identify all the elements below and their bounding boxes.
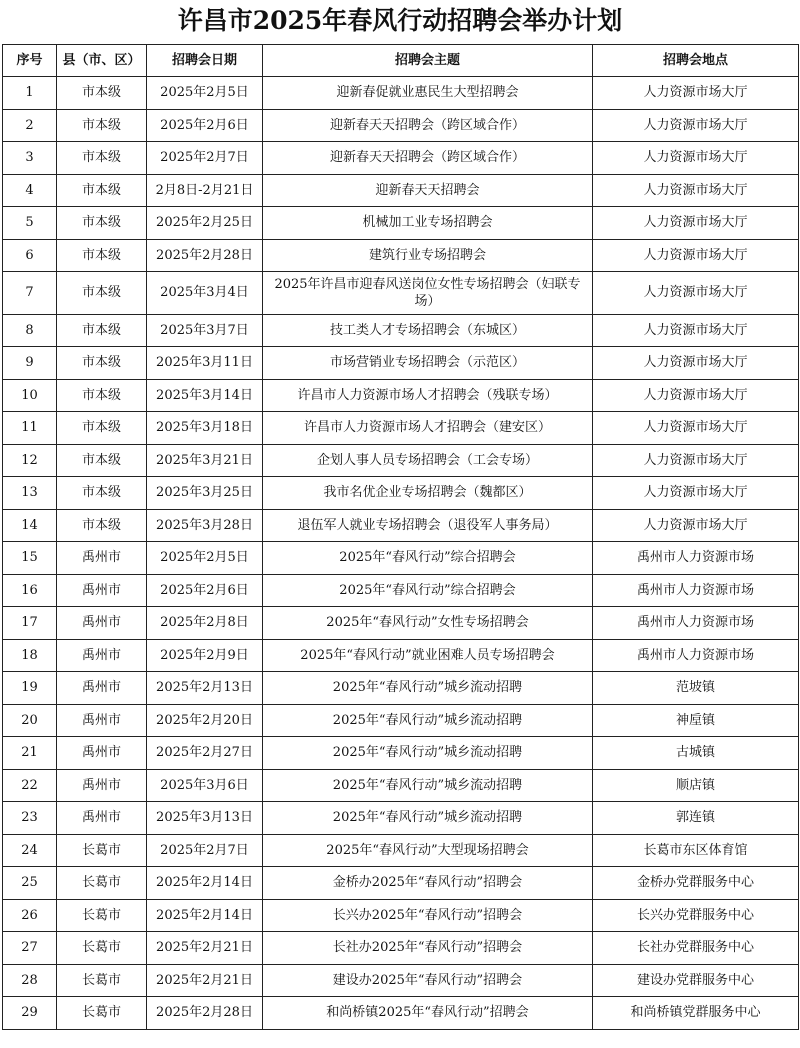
cell-date: 2025年2月20日	[147, 704, 263, 737]
cell-location: 人力资源市场大厅	[593, 509, 799, 542]
cell-date: 2025年2月28日	[147, 239, 263, 272]
table-row	[3, 639, 799, 672]
cell-theme: 和尚桥镇2025年“春风行动”招聘会	[263, 997, 593, 1030]
cell-location: 人力资源市场大厅	[593, 142, 799, 175]
cell-serial-no: 26	[3, 899, 57, 932]
cell-county: 市本级	[57, 174, 147, 207]
cell-theme: 建设办2025年“春风行动”招聘会	[263, 964, 593, 997]
cell-date: 2025年2月6日	[147, 574, 263, 607]
cell-date: 2025年2月25日	[147, 207, 263, 240]
cell-serial-no: 11	[3, 412, 57, 445]
cell-date: 2025年3月4日	[147, 272, 263, 315]
job-fair-plan-table	[2, 44, 799, 1030]
cell-serial-no: 19	[3, 672, 57, 705]
cell-theme: 2025年“春风行动”综合招聘会	[263, 574, 593, 607]
cell-serial-no: 8	[3, 314, 57, 347]
cell-date: 2025年2月21日	[147, 964, 263, 997]
cell-location: 金桥办党群服务中心	[593, 867, 799, 900]
cell-date: 2025年2月5日	[147, 542, 263, 575]
table-row	[3, 77, 799, 110]
cell-serial-no: 29	[3, 997, 57, 1030]
cell-date: 2025年2月8日	[147, 607, 263, 640]
cell-county: 禹州市	[57, 542, 147, 575]
cell-county: 长葛市	[57, 834, 147, 867]
cell-county: 市本级	[57, 477, 147, 510]
cell-location: 范坡镇	[593, 672, 799, 705]
cell-serial-no: 13	[3, 477, 57, 510]
cell-serial-no: 16	[3, 574, 57, 607]
cell-serial-no: 2	[3, 109, 57, 142]
cell-serial-no: 14	[3, 509, 57, 542]
cell-county: 市本级	[57, 412, 147, 445]
table-row	[3, 899, 799, 932]
cell-theme: 2025年“春风行动”城乡流动招聘	[263, 704, 593, 737]
cell-county: 长葛市	[57, 899, 147, 932]
cell-location: 人力资源市场大厅	[593, 444, 799, 477]
cell-theme: 机械加工业专场招聘会	[263, 207, 593, 240]
cell-date: 2025年3月21日	[147, 444, 263, 477]
cell-theme: 2025年“春风行动”城乡流动招聘	[263, 802, 593, 835]
cell-serial-no: 5	[3, 207, 57, 240]
cell-date: 2025年2月7日	[147, 142, 263, 175]
cell-date: 2025年3月14日	[147, 379, 263, 412]
cell-date: 2025年2月5日	[147, 77, 263, 110]
cell-theme: 退伍军人就业专场招聘会（退役军人事务局）	[263, 509, 593, 542]
cell-theme: 2025年许昌市迎春风送岗位女性专场招聘会（妇联专场）	[263, 272, 593, 315]
cell-county: 禹州市	[57, 704, 147, 737]
cell-county: 市本级	[57, 314, 147, 347]
cell-date: 2025年2月13日	[147, 672, 263, 705]
cell-serial-no: 18	[3, 639, 57, 672]
cell-location: 长社办党群服务中心	[593, 932, 799, 965]
cell-theme: 建筑行业专场招聘会	[263, 239, 593, 272]
cell-serial-no: 1	[3, 77, 57, 110]
cell-county: 禹州市	[57, 607, 147, 640]
table-row	[3, 802, 799, 835]
cell-location: 古城镇	[593, 737, 799, 770]
cell-location: 禹州市人力资源市场	[593, 574, 799, 607]
header-date: 招聘会日期	[147, 45, 263, 77]
cell-serial-no: 20	[3, 704, 57, 737]
cell-location: 长葛市东区体育馆	[593, 834, 799, 867]
cell-date: 2025年3月13日	[147, 802, 263, 835]
cell-theme: 2025年“春风行动”城乡流动招聘	[263, 672, 593, 705]
cell-location: 人力资源市场大厅	[593, 379, 799, 412]
cell-location: 人力资源市场大厅	[593, 272, 799, 315]
table-row	[3, 607, 799, 640]
cell-county: 市本级	[57, 272, 147, 315]
cell-date: 2025年2月7日	[147, 834, 263, 867]
cell-theme: 迎新春天天招聘会（跨区域合作）	[263, 142, 593, 175]
table-row	[3, 272, 799, 315]
table-body	[3, 77, 799, 1030]
table-row	[3, 704, 799, 737]
cell-theme: 技工类人才专场招聘会（东城区）	[263, 314, 593, 347]
cell-date: 2025年3月6日	[147, 769, 263, 802]
cell-date: 2025年2月21日	[147, 932, 263, 965]
cell-theme: 2025年“春风行动”大型现场招聘会	[263, 834, 593, 867]
cell-location: 人力资源市场大厅	[593, 412, 799, 445]
cell-theme: 2025年“春风行动”城乡流动招聘	[263, 737, 593, 770]
cell-location: 人力资源市场大厅	[593, 207, 799, 240]
header-county: 县（市、区）	[57, 45, 147, 77]
cell-county: 市本级	[57, 142, 147, 175]
cell-serial-no: 7	[3, 272, 57, 315]
cell-date: 2025年2月14日	[147, 867, 263, 900]
cell-location: 神垕镇	[593, 704, 799, 737]
cell-serial-no: 24	[3, 834, 57, 867]
cell-county: 市本级	[57, 379, 147, 412]
cell-date: 2025年3月11日	[147, 347, 263, 380]
cell-county: 禹州市	[57, 639, 147, 672]
cell-location: 人力资源市场大厅	[593, 77, 799, 110]
cell-theme: 许昌市人力资源市场人才招聘会（残联专场）	[263, 379, 593, 412]
cell-date: 2025年2月9日	[147, 639, 263, 672]
table-row	[3, 509, 799, 542]
table-row	[3, 672, 799, 705]
cell-theme: 迎新春促就业惠民生大型招聘会	[263, 77, 593, 110]
cell-serial-no: 22	[3, 769, 57, 802]
cell-location: 人力资源市场大厅	[593, 109, 799, 142]
cell-serial-no: 6	[3, 239, 57, 272]
cell-date: 2025年2月6日	[147, 109, 263, 142]
cell-location: 人力资源市场大厅	[593, 239, 799, 272]
cell-date: 2月8日-2月21日	[147, 174, 263, 207]
cell-county: 市本级	[57, 444, 147, 477]
cell-serial-no: 15	[3, 542, 57, 575]
cell-serial-no: 21	[3, 737, 57, 770]
cell-serial-no: 23	[3, 802, 57, 835]
cell-serial-no: 3	[3, 142, 57, 175]
table-row	[3, 314, 799, 347]
cell-county: 长葛市	[57, 867, 147, 900]
cell-location: 禹州市人力资源市场	[593, 607, 799, 640]
cell-date: 2025年3月18日	[147, 412, 263, 445]
header-location: 招聘会地点	[593, 45, 799, 77]
cell-county: 市本级	[57, 109, 147, 142]
cell-theme: 长社办2025年“春风行动”招聘会	[263, 932, 593, 965]
cell-serial-no: 25	[3, 867, 57, 900]
header-theme: 招聘会主题	[263, 45, 593, 77]
header-serial-no: 序号	[3, 45, 57, 77]
table-row	[3, 239, 799, 272]
cell-county: 市本级	[57, 77, 147, 110]
cell-date: 2025年2月14日	[147, 899, 263, 932]
cell-serial-no: 27	[3, 932, 57, 965]
table-row	[3, 964, 799, 997]
cell-location: 人力资源市场大厅	[593, 174, 799, 207]
cell-theme: 迎新春天天招聘会（跨区域合作）	[263, 109, 593, 142]
cell-location: 建设办党群服务中心	[593, 964, 799, 997]
table-row	[3, 142, 799, 175]
cell-date: 2025年3月25日	[147, 477, 263, 510]
cell-location: 人力资源市场大厅	[593, 314, 799, 347]
cell-location: 顺店镇	[593, 769, 799, 802]
cell-serial-no: 4	[3, 174, 57, 207]
cell-county: 禹州市	[57, 737, 147, 770]
cell-theme: 2025年“春风行动”城乡流动招聘	[263, 769, 593, 802]
cell-theme: 长兴办2025年“春风行动”招聘会	[263, 899, 593, 932]
cell-theme: 迎新春天天招聘会	[263, 174, 593, 207]
table-header-row	[3, 45, 799, 77]
table-row	[3, 997, 799, 1030]
cell-theme: 金桥办2025年“春风行动”招聘会	[263, 867, 593, 900]
table-row	[3, 444, 799, 477]
cell-county: 市本级	[57, 347, 147, 380]
table-row	[3, 574, 799, 607]
cell-serial-no: 17	[3, 607, 57, 640]
cell-date: 2025年3月7日	[147, 314, 263, 347]
cell-serial-no: 12	[3, 444, 57, 477]
cell-county: 长葛市	[57, 932, 147, 965]
table-row	[3, 109, 799, 142]
cell-theme: 企划人事人员专场招聘会（工会专场）	[263, 444, 593, 477]
cell-date: 2025年2月28日	[147, 997, 263, 1030]
table-row	[3, 769, 799, 802]
cell-county: 禹州市	[57, 802, 147, 835]
cell-county: 长葛市	[57, 964, 147, 997]
table-row	[3, 412, 799, 445]
cell-county: 禹州市	[57, 672, 147, 705]
cell-theme: 2025年“春风行动”综合招聘会	[263, 542, 593, 575]
cell-location: 人力资源市场大厅	[593, 347, 799, 380]
cell-location: 禹州市人力资源市场	[593, 542, 799, 575]
cell-serial-no: 28	[3, 964, 57, 997]
cell-serial-no: 10	[3, 379, 57, 412]
table-row	[3, 174, 799, 207]
cell-theme: 2025年“春风行动”女性专场招聘会	[263, 607, 593, 640]
table-row	[3, 542, 799, 575]
table-row	[3, 347, 799, 380]
cell-location: 和尚桥镇党群服务中心	[593, 997, 799, 1030]
table-row	[3, 932, 799, 965]
table-row	[3, 379, 799, 412]
cell-location: 长兴办党群服务中心	[593, 899, 799, 932]
cell-location: 禹州市人力资源市场	[593, 639, 799, 672]
table-row	[3, 834, 799, 867]
table-row	[3, 737, 799, 770]
cell-location: 郭连镇	[593, 802, 799, 835]
cell-county: 市本级	[57, 207, 147, 240]
cell-theme: 许昌市人力资源市场人才招聘会（建安区）	[263, 412, 593, 445]
cell-county: 市本级	[57, 239, 147, 272]
cell-theme: 市场营销业专场招聘会（示范区）	[263, 347, 593, 380]
cell-county: 禹州市	[57, 574, 147, 607]
cell-date: 2025年3月28日	[147, 509, 263, 542]
table-row	[3, 867, 799, 900]
cell-date: 2025年2月27日	[147, 737, 263, 770]
cell-location: 人力资源市场大厅	[593, 477, 799, 510]
table-row	[3, 207, 799, 240]
cell-serial-no: 9	[3, 347, 57, 380]
cell-county: 禹州市	[57, 769, 147, 802]
cell-theme: 我市名优企业专场招聘会（魏都区）	[263, 477, 593, 510]
table-row	[3, 477, 799, 510]
page-title: 许昌市2025年春风行动招聘会举办计划	[177, 6, 623, 35]
cell-theme: 2025年“春风行动”就业困难人员专场招聘会	[263, 639, 593, 672]
cell-county: 市本级	[57, 509, 147, 542]
cell-county: 长葛市	[57, 997, 147, 1030]
